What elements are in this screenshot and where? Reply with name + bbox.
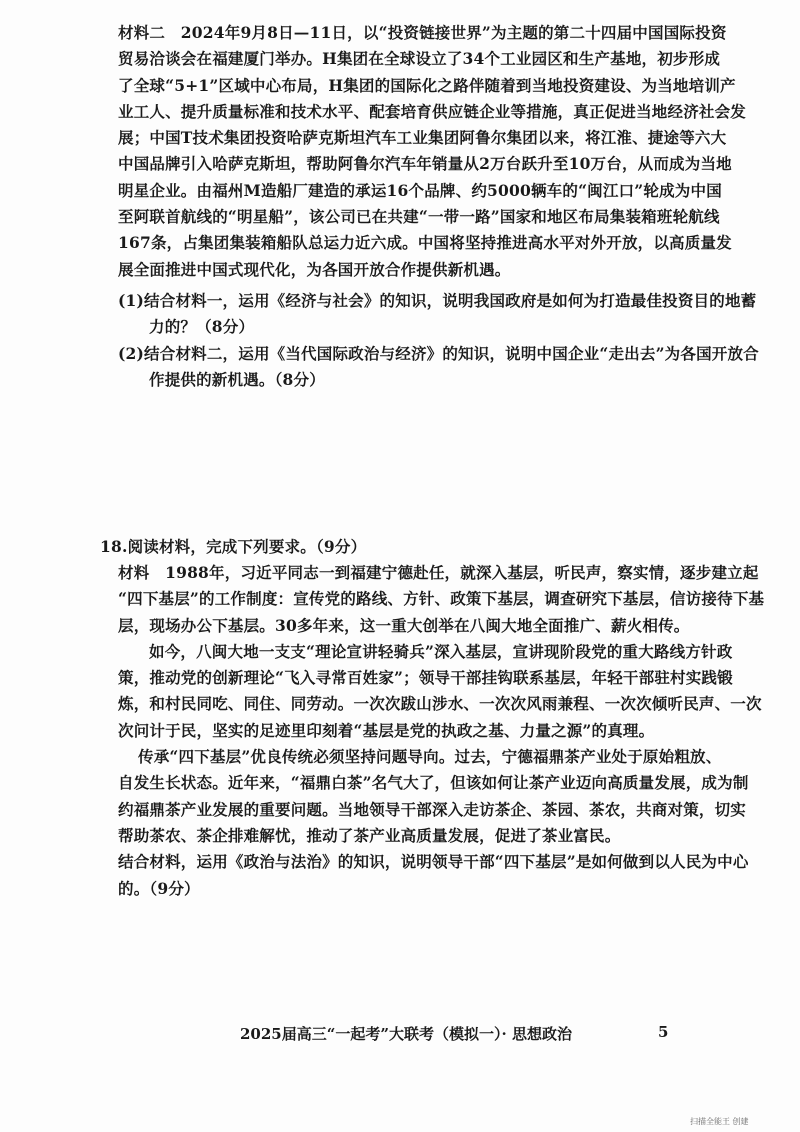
question-line: 作提供的新机遇。（8分） bbox=[149, 370, 325, 390]
question-18-heading bbox=[100, 534, 660, 560]
question-17-1 bbox=[118, 288, 757, 341]
material-two-line: 至阿联首航线的“明星船”，该公司已在共建“一带一路”国家和地区布局集装箱班轮航线 bbox=[118, 207, 720, 227]
material-line: 帮助茶农、茶企排难解忧，推动了茶产业高质量发展，促进了茶业富民。 bbox=[118, 825, 621, 845]
material-two-line: 中国品牌引入哈萨克斯坦，帮助阿鲁尔汽车年销量从2万台跃升至10万台，从而成为当地 bbox=[118, 154, 732, 174]
material-line: 如今，八闽大地一支支“理论宣讲轻骑兵”深入基层，宣讲现阶段党的重大路线方针政 bbox=[149, 641, 733, 661]
material-two-line: 了全球“5+1”区域中心布局，H集团的国际化之路伴随着到当地投资建设、为当地培训产 bbox=[118, 75, 736, 95]
material-two-line: 材料二 2024年9月8日—11日，以“投资链接世界”为主题的第二十四届中国国际投资 bbox=[118, 23, 727, 42]
material-line: “四下基层”的工作制度：宣传党的路线、方针、政策下基层，调查研究下基层，信访接待下基 bbox=[118, 589, 765, 609]
material-two-line: 明星企业。由福州M造船厂建造的承运16个品牌、约5000辆车的“闽江口”轮成为中国 bbox=[118, 180, 722, 200]
material-line: 层，现场办公下基层。30多年来，这一重大创举在八闽大地全面推广、薪火相传。 bbox=[118, 615, 690, 635]
material-two-line: 展全面推进中国式现代化，为各国开放合作提供新机遇。 bbox=[118, 259, 511, 279]
question-heading: 18.阅读材料，完成下列要求。（9分） bbox=[100, 537, 367, 556]
material-line: 策，推动党的创新理论“飞入寻常百姓家”；领导干部挂钩联系基层，年轻干部驻村实践锻 bbox=[118, 668, 733, 688]
question-line: 的。（9分） bbox=[118, 878, 200, 898]
question-line: 力的？（8分） bbox=[149, 317, 255, 337]
material-line: 传承“四下基层”优良传统必须坚持问题导向。过去，宁德福鼎茶产业处于原始粗放、 bbox=[138, 747, 722, 767]
question-17-2 bbox=[118, 341, 759, 394]
material-line: 约福鼎茶产业发展的重要问题。当地领导干部深入走访茶企、茶园、茶农，共商对策，切实 bbox=[118, 799, 747, 819]
material-two bbox=[118, 20, 747, 283]
material-two-line: 展；中国T技术集团投资哈萨克斯坦汽车工业集团阿鲁尔集团以来，将江淮、捷途等六大 bbox=[118, 128, 727, 148]
material-line: 次问计于民，坚实的足迹里印刻着“基层是党的执政之基、力量之源”的真理。 bbox=[118, 720, 655, 740]
material-line: 炼，和村民同吃、同住、同劳动。一次次跋山涉水、一次次风雨兼程、一次次倾听民声、一次 bbox=[118, 694, 762, 714]
material-line: 材料 1988年，习近平同志一到福建宁德赴任，就深入基层，听民声，察实情，逐步建立起 bbox=[118, 563, 759, 582]
material-two-line: 167条，占集团集装箱船队总运力近六成。中国将坚持推进高水平对外开放，以高质量发 bbox=[118, 233, 732, 253]
question-18-material bbox=[118, 560, 765, 902]
scanner-watermark: 扫描全能王 创建 bbox=[690, 1117, 749, 1126]
question-line: (2)结合材料二，运用《当代国际政治与经济》的知识，说明中国企业“走出去”为各国开放合 bbox=[118, 344, 759, 363]
material-line: 自发生长状态。近年来，“福鼎白茶”名气大了，但该如何让茶产业迈向高质量发展，成为制 bbox=[118, 773, 749, 793]
material-two-line: 业工人、提升质量标准和技术水平、配套培育供应链企业等措施，真正促进当地经济社会发 bbox=[118, 101, 747, 121]
page-footer-title: 2025届高三“一起考”大联考（模拟一）· 思想政治 bbox=[240, 1025, 572, 1043]
question-line: (1)结合材料一，运用《经济与社会》的知识，说明我国政府是如何为打造最佳投资目的地蓄 bbox=[118, 291, 757, 310]
material-two-line: 贸易洽谈会在福建厦门举办。H集团在全球设立了34个工业园区和生产基地，初步形成 bbox=[118, 49, 721, 69]
page-number: 5 bbox=[658, 1023, 669, 1041]
question-line: 结合材料，运用《政治与法治》的知识，说明领导干部“四下基层”是如何做到以人民为中心 bbox=[118, 852, 749, 872]
